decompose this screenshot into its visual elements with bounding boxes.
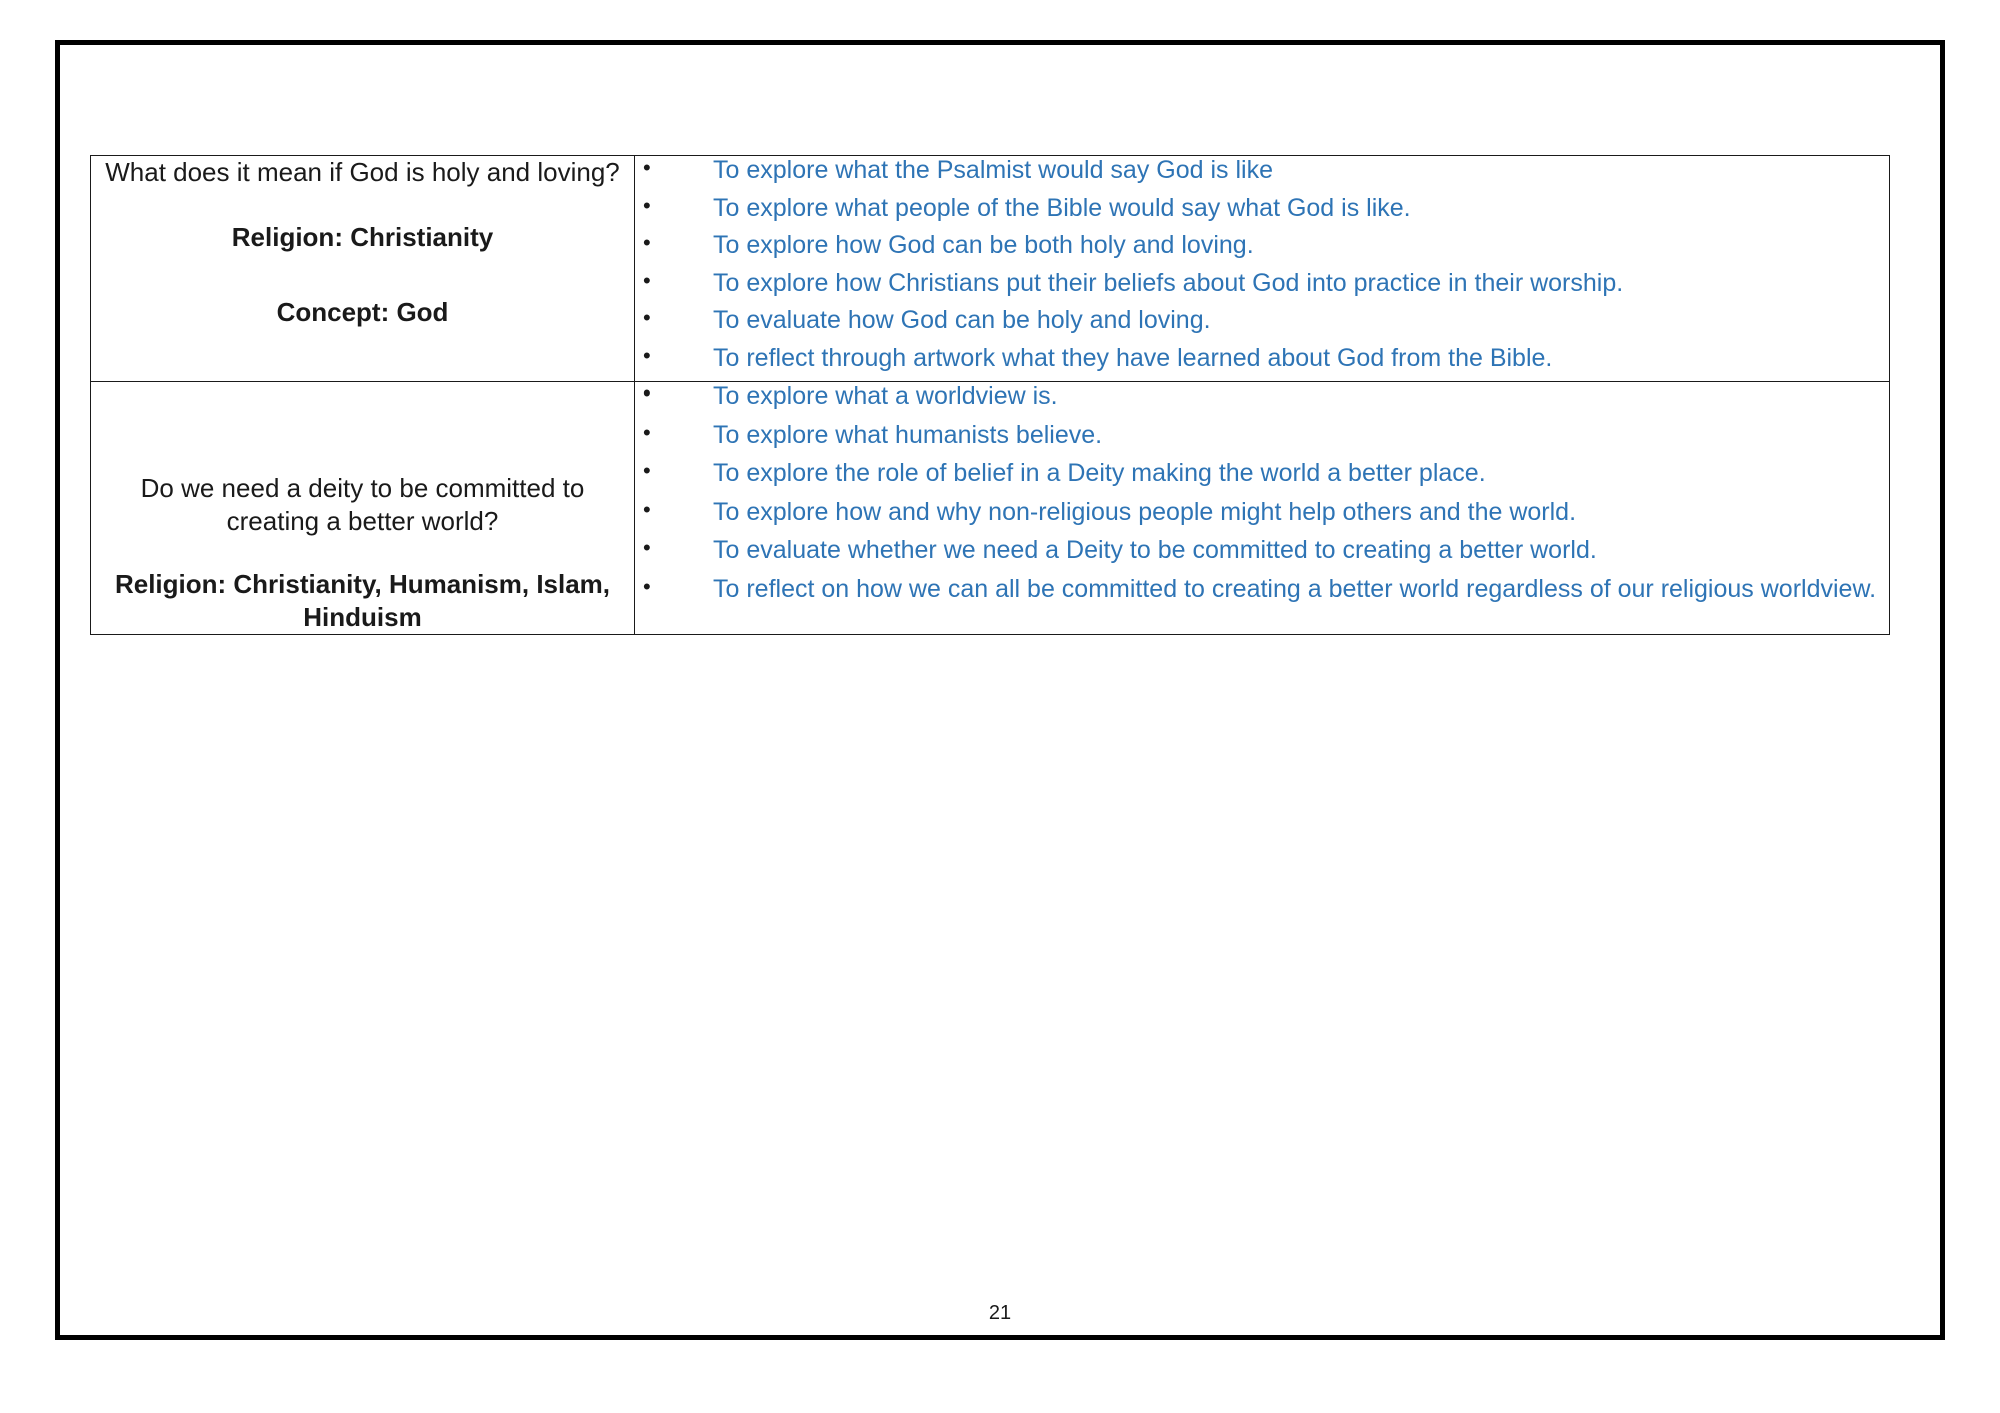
objectives-list [635,156,1889,373]
enquiry-question: What does it mean if God is holy and loving? [105,157,620,187]
page-content [60,45,1940,1335]
list-item: • To reflect on how we can all be committed to creating a better world regardless of our religious worldview. [635,575,1889,605]
table-row [91,156,1890,382]
list-item: • To explore the role of belief in a Deity making the world a better place. [635,459,1889,489]
list-item: • To explore how Christians put their beliefs about God into practice in their worship. [635,269,1889,299]
list-item: • To explore how God can be both holy and loving. [635,231,1889,261]
list-item: • To explore what humanists believe. [635,421,1889,451]
lesson-overview-table [90,155,1890,635]
objectives-cell [635,156,1890,382]
question-cell [91,156,635,382]
list-item: • To evaluate whether we need a Deity to be committed to creating a better world. [635,536,1889,566]
enquiry-question: Do we need a deity to be committed to creating a better world? [140,473,585,537]
list-item: • To explore what people of the Bible would say what God is like. [635,194,1889,224]
list-item: • To explore what a worldview is. [635,382,1889,412]
concept-label: Concept: God [276,297,449,328]
list-item: • To evaluate how God can be holy and loving. [635,306,1889,336]
question-cell [91,382,635,635]
list-item: • To reflect through artwork what they have learned about God from the Bible. [635,344,1889,374]
list-item: • To explore how and why non-religious people might help others and the world. [635,498,1889,528]
objectives-cell [635,382,1890,635]
religion-label: Religion: Christianity, Humanism, Islam, Hinduism [114,569,611,633]
document-page [55,40,1945,1340]
religion-label: Religion: Christianity [231,222,494,253]
table-row [91,382,1890,635]
objectives-list [635,382,1889,604]
list-item: • To explore what the Psalmist would say God is like [635,156,1889,186]
page-number: 21 [988,1302,1012,1324]
